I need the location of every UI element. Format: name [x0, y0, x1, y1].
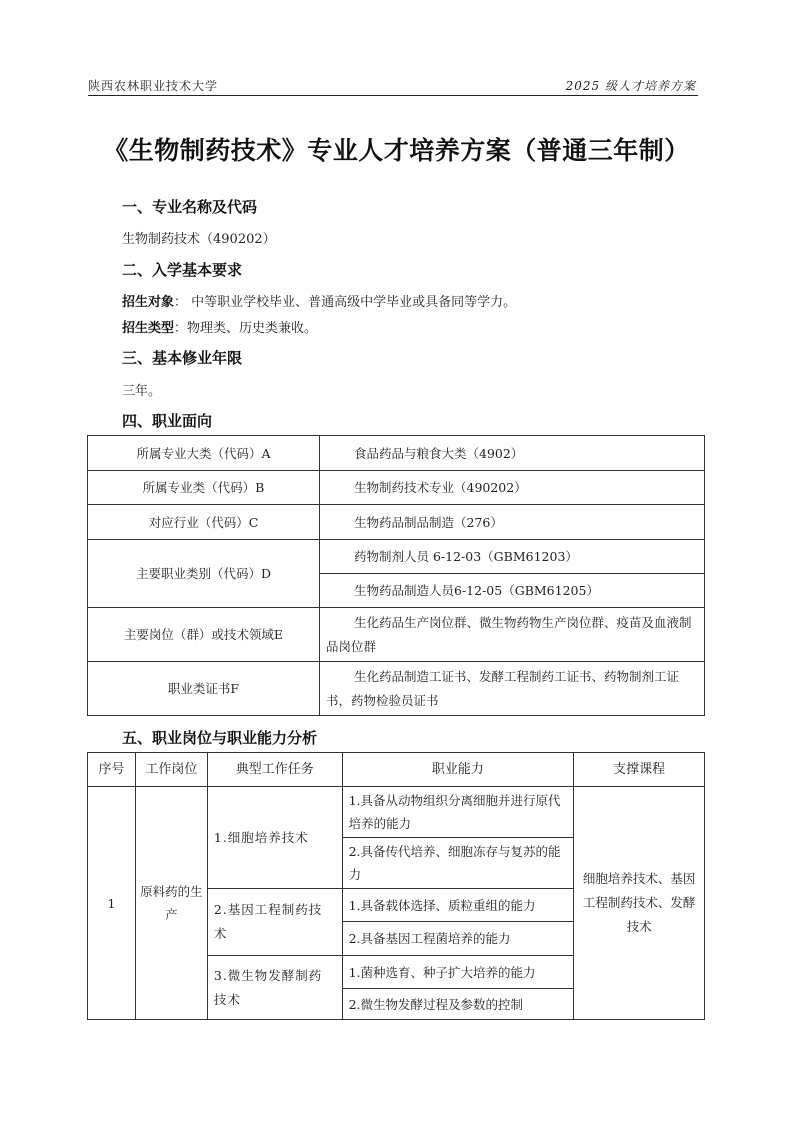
row-value: 生物制药技术专业（490202） — [320, 471, 705, 505]
row-value: 食品药品与粮食大类（4902） — [320, 436, 705, 471]
enrollment-target-value: ： 中等职业学校毕业、普通高级中学毕业或具备同等学力。 — [174, 295, 517, 310]
row-value: 药物制剂人员 6-12-03（GBM61203） — [320, 540, 705, 574]
row-key: 对应行业（代码）C — [88, 505, 320, 540]
typical-task: 1.细胞培养技术 — [207, 787, 342, 889]
row-value: 生物药品制品制造（276） — [320, 505, 705, 540]
section-heading-1: 一、专业名称及代码 — [122, 198, 258, 216]
work-post: 原料药的生产 — [135, 787, 207, 1020]
enrollment-target — [122, 291, 516, 310]
ability: 1.具备从动物组织分离细胞并进行原代培养的能力 — [342, 787, 574, 838]
table-row — [88, 505, 705, 540]
section-heading-4: 四、职业面向 — [122, 412, 213, 430]
row-key: 所属专业大类（代码）A — [88, 436, 320, 471]
table-row — [88, 787, 705, 838]
enrollment-target-label: 招生对象 — [122, 295, 175, 310]
table-row — [88, 608, 705, 662]
typical-task: 2.基因工程制药技术 — [207, 889, 342, 956]
col-header-courses: 支撑课程 — [574, 753, 705, 787]
career-orientation-table — [87, 435, 705, 716]
ability: 2.微生物发酵过程及参数的控制 — [342, 989, 574, 1020]
col-header-no: 序号 — [88, 753, 136, 787]
row-value: 生化药品生产岗位群、微生物药物生产岗位群、疫苗及血液制品岗位群 — [320, 608, 705, 662]
typical-task: 3.微生物发酵制药技术 — [207, 956, 342, 1020]
col-header-post: 工作岗位 — [135, 753, 207, 787]
row-value: 生物药品制造人员6-12-05（GBM61205） — [320, 574, 705, 608]
col-header-ability: 职业能力 — [342, 753, 574, 787]
table-row — [88, 471, 705, 505]
enrollment-type-value: ：物理类、历史类兼收。 — [174, 321, 318, 336]
table-row — [88, 436, 705, 471]
study-duration: 三年。 — [122, 384, 162, 399]
col-header-task: 典型工作任务 — [207, 753, 342, 787]
ability: 2.具备基因工程菌培养的能力 — [342, 922, 574, 956]
section-heading-3: 三、基本修业年限 — [122, 349, 243, 367]
row-number: 1 — [88, 787, 136, 1020]
header-row — [88, 753, 705, 787]
ability-analysis-table — [87, 752, 705, 1020]
page-header — [88, 74, 698, 96]
section-heading-2: 二、入学基本要求 — [122, 261, 243, 279]
institution-name: 陕西农林职业技术大学 — [88, 79, 219, 93]
enrollment-type — [122, 317, 317, 336]
ability: 2.具备传代培养、细胞冻存与复苏的能力 — [342, 838, 574, 889]
major-name-code: 生物制药技术（490202） — [122, 232, 276, 247]
table-row — [88, 662, 705, 716]
row-key: 主要岗位（群）或技术领域E — [88, 608, 320, 662]
row-key: 主要职业类别（代码）D — [88, 540, 320, 608]
row-value: 生化药品制造工证书、发酵工程制药工证书、药物制剂工证书，药物检验员证书 — [320, 662, 705, 716]
section-heading-5: 五、职业岗位与职业能力分析 — [122, 729, 318, 747]
ability: 1.具备载体选择、质粒重组的能力 — [342, 889, 574, 922]
document-title: 《生物制药技术》专业人才培养方案（普通三年制） — [103, 136, 690, 165]
row-key: 职业类证书F — [88, 662, 320, 716]
table-row — [88, 540, 705, 574]
enrollment-type-label: 招生类型 — [122, 321, 175, 336]
ability: 1.菌种选育、种子扩大培养的能力 — [342, 956, 574, 989]
plan-label: 2025 级人才培养方案 — [565, 79, 696, 93]
support-courses: 细胞培养技术、基因工程制药技术、发酵技术 — [574, 787, 705, 1020]
row-key: 所属专业类（代码）B — [88, 471, 320, 505]
